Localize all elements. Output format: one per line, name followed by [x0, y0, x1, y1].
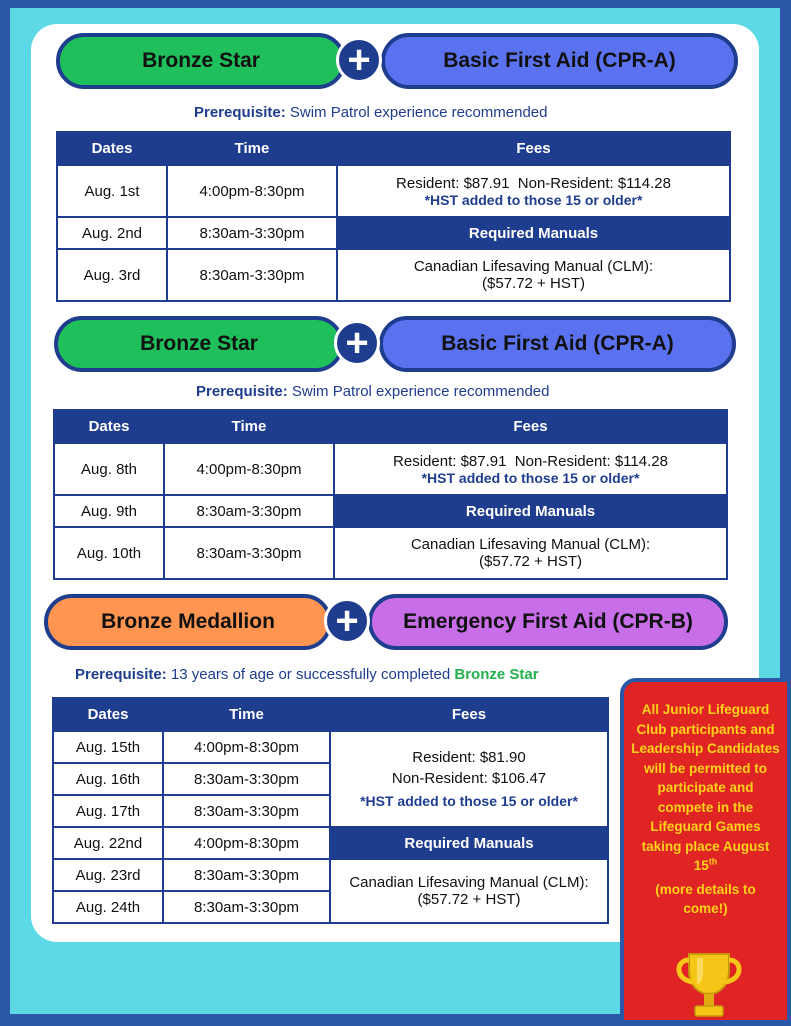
header-fees: Fees: [337, 132, 730, 165]
hst-note: *HST added to those 15 or older*: [424, 191, 643, 208]
fees-cell: [334, 443, 727, 495]
prereq-text: 13 years of age or successfully completed: [170, 666, 451, 683]
manual-name: Canadian Lifesaving Manual (CLM):: [410, 536, 651, 553]
header-time: Time: [163, 698, 330, 731]
date-cell: Aug. 23rd: [53, 859, 163, 891]
prereq-text: Swim Patrol experience recommended: [289, 104, 548, 121]
time-cell: 4:00pm-8:30pm: [167, 165, 337, 217]
date-cell: Aug. 15th: [53, 731, 163, 763]
time-cell: 8:30am-3:30pm: [164, 527, 334, 579]
time-cell: 8:30am-3:30pm: [163, 891, 330, 923]
manual-price: ($57.72 + HST): [482, 275, 585, 292]
pill-bronze-medallion: Bronze Medallion: [44, 594, 332, 650]
trophy-icon: [669, 950, 749, 1026]
fees-cell: [330, 731, 608, 827]
time-cell: 8:30am-3:30pm: [163, 795, 330, 827]
plus-icon: +: [334, 320, 380, 366]
pill-basic-first-aid: Basic First Aid (CPR-A): [381, 33, 738, 89]
header-fees: Fees: [334, 410, 727, 443]
notice-details: (more details to come!): [655, 881, 756, 916]
prereq-highlight: Bronze Star: [454, 666, 539, 683]
manual-price: ($57.72 + HST): [417, 891, 521, 908]
date-cell: Aug. 2nd: [57, 217, 167, 249]
prerequisite-3: [75, 666, 539, 683]
required-manuals-header: Required Manuals: [334, 495, 727, 527]
date-cell: Aug. 10th: [54, 527, 164, 579]
header-dates: Dates: [54, 410, 164, 443]
course-title-row-3: [44, 594, 728, 650]
required-manuals-header: Required Manuals: [337, 217, 730, 249]
required-manuals-header: Required Manuals: [330, 827, 608, 859]
time-cell: 8:30am-3:30pm: [167, 217, 337, 249]
manual-cell: [330, 859, 608, 923]
time-cell: 4:00pm-8:30pm: [164, 443, 334, 495]
date-cell: Aug. 22nd: [53, 827, 163, 859]
prereq-label: Prerequisite:: [194, 104, 286, 121]
date-cell: Aug. 1st: [57, 165, 167, 217]
time-cell: 8:30am-3:30pm: [164, 495, 334, 527]
date-cell: Aug. 9th: [54, 495, 164, 527]
pill-bronze-star: Bronze Star: [56, 33, 346, 89]
pill-bronze-star: Bronze Star: [54, 316, 344, 372]
notice-text: [630, 700, 781, 876]
notice-superscript: th: [708, 856, 718, 867]
prerequisite-2: [196, 383, 550, 400]
course-title-row-2: [54, 316, 736, 372]
course-title-row-1: [56, 33, 738, 89]
pill-emergency-first-aid: Emergency First Aid (CPR-B): [368, 594, 728, 650]
time-cell: 4:00pm-8:30pm: [163, 731, 330, 763]
fees-cell: [337, 165, 730, 217]
notice-body: All Junior Lifeguard Club participants and Leadership Candidates will be permitted to participate and compete in the Lifeguard Games taking place August 15: [631, 702, 780, 873]
header-dates: Dates: [57, 132, 167, 165]
header-fees: Fees: [330, 698, 608, 731]
hst-note: *HST added to those 15 or older*: [360, 793, 578, 809]
schedule-table-2: [53, 409, 728, 580]
fees-line: Resident: $87.91 Non-Resident: $114.28: [393, 452, 668, 470]
manual-price: ($57.72 + HST): [479, 553, 582, 570]
lifeguard-games-notice: [620, 678, 791, 1024]
prereq-text: Swim Patrol experience recommended: [291, 383, 550, 400]
date-cell: Aug. 17th: [53, 795, 163, 827]
manual-name: Canadian Lifesaving Manual (CLM):: [349, 874, 589, 891]
header-time: Time: [164, 410, 334, 443]
time-cell: 8:30am-3:30pm: [167, 249, 337, 301]
plus-icon: +: [324, 598, 370, 644]
schedule-table-3: [52, 697, 609, 924]
time-cell: 4:00pm-8:30pm: [163, 827, 330, 859]
fees-line: Resident: $87.91 Non-Resident: $114.28: [396, 174, 671, 192]
time-cell: 8:30am-3:30pm: [163, 859, 330, 891]
header-time: Time: [167, 132, 337, 165]
fees-resident: Resident: $81.90: [412, 749, 526, 766]
hst-note: *HST added to those 15 or older*: [421, 469, 640, 486]
manual-cell: [334, 527, 727, 579]
date-cell: Aug. 16th: [53, 763, 163, 795]
schedule-table-1: [56, 131, 731, 302]
plus-icon: +: [336, 37, 382, 83]
manual-cell: [337, 249, 730, 301]
prereq-label: Prerequisite:: [75, 666, 167, 683]
date-cell: Aug. 3rd: [57, 249, 167, 301]
time-cell: 8:30am-3:30pm: [163, 763, 330, 795]
prerequisite-1: [194, 104, 548, 121]
date-cell: Aug. 24th: [53, 891, 163, 923]
fees-nonresident: Non-Resident: $106.47: [391, 770, 547, 787]
manual-name: Canadian Lifesaving Manual (CLM):: [413, 258, 654, 275]
header-dates: Dates: [53, 698, 163, 731]
prereq-label: Prerequisite:: [196, 383, 288, 400]
date-cell: Aug. 8th: [54, 443, 164, 495]
pill-basic-first-aid: Basic First Aid (CPR-A): [379, 316, 736, 372]
